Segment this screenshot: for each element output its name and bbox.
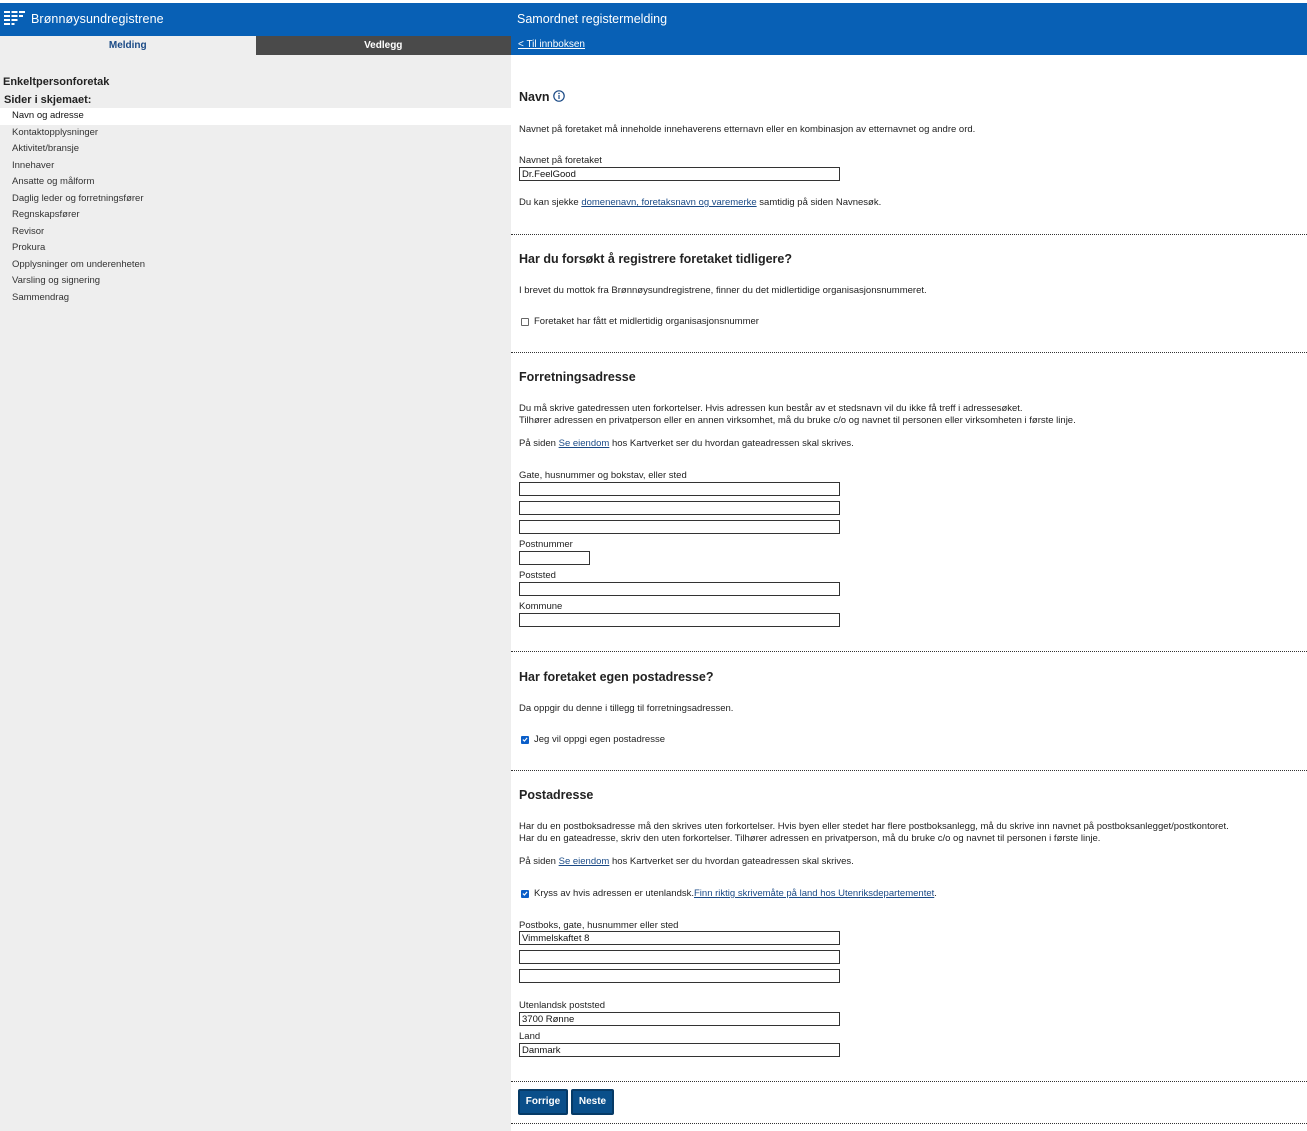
forretnings-see-post: hos Kartverket ser du hvordan gateadressen skal skrives. (609, 438, 854, 449)
sidebar-item-ansatte-og-malform[interactable]: Ansatte og målform (12, 176, 95, 187)
section-divider (511, 352, 1307, 353)
company-name-label: Navnet på foretaket (519, 155, 602, 166)
post-street-input-2[interactable] (519, 950, 840, 964)
sidebar-subtitle: Sider i skjemaet: (4, 94, 92, 106)
egen-postadresse-checkbox-row[interactable] (521, 734, 665, 745)
brand-logo[interactable] (4, 8, 164, 30)
foreign-poststed-input[interactable] (519, 1012, 840, 1026)
back-to-inbox-link[interactable]: < Til innboksen (518, 39, 585, 50)
foreign-poststed-label: Utenlandsk poststed (519, 1000, 606, 1011)
postadresse-see-text (519, 856, 854, 869)
name-check-pre: Du kan sjekke (519, 197, 582, 208)
forretningsadresse-desc-1: Du må skrive gatedressen uten forkortelser. Hvis adressen kun består av et stedsnavn vil du ikke få treff i adressesøket. (519, 403, 1023, 414)
sidebar-item-underenheten[interactable]: Opplysninger om underenheten (12, 258, 146, 270)
section-heading-postadresse: Postadresse (519, 788, 594, 802)
section-divider (511, 770, 1307, 771)
section-heading-egen-postadresse: Har foretaket egen postadresse? (519, 670, 714, 684)
post-see-post: hos Kartverket ser du hvordan gateadressen skal skrives. (609, 856, 854, 867)
kommune-input[interactable] (519, 613, 840, 627)
post-see-pre: På siden (519, 856, 559, 867)
se-eiendom-link-2[interactable]: Se eiendom (558, 856, 610, 867)
info-icon[interactable] (553, 90, 565, 102)
section-heading-navn (519, 90, 565, 104)
post-street-input-1[interactable] (519, 931, 840, 945)
poststed-input[interactable] (519, 582, 840, 596)
forretnings-see-pre: På siden (519, 438, 559, 449)
kommune-label: Kommune (519, 601, 563, 612)
sidebar-item-aktivitet-bransje[interactable]: Aktivitet/bransje (12, 143, 80, 154)
sidebar-item-revisor[interactable]: Revisor (12, 225, 45, 237)
navn-heading-text: Navn (519, 90, 550, 104)
top-bar (0, 3, 1307, 55)
sidebar (0, 55, 511, 1131)
section-divider (511, 1123, 1307, 1124)
egen-postadresse-checkbox[interactable] (521, 736, 529, 744)
street-input-2[interactable] (519, 501, 840, 515)
ud-country-names-link[interactable]: Finn riktig skrivemåte på land hos Utenriksdepartementet (694, 888, 935, 899)
brand-name: Brønnøysundregistrene (31, 12, 164, 26)
egen-postadresse-checkbox-label: Jeg vil oppgi egen postadresse (534, 734, 665, 745)
next-button[interactable]: Neste (571, 1089, 614, 1115)
tab-melding[interactable]: Melding (0, 36, 256, 55)
foreign-address-post: . (934, 888, 937, 899)
name-search-link[interactable]: domenenavn, foretaksnavn og varemerke (581, 197, 757, 208)
navn-description: Navnet på foretaket må inneholde innehaverens etternavn eller en kombinasjon av etternavnet og andre ord. (519, 124, 976, 135)
sidebar-item-daglig-leder[interactable]: Daglig leder og forretningsfører (12, 192, 144, 204)
poststed-label: Poststed (519, 570, 556, 581)
tab-bar (0, 36, 511, 55)
section-divider (511, 234, 1307, 235)
section-divider (511, 1081, 1307, 1082)
name-check-text (519, 197, 881, 210)
land-input[interactable] (519, 1043, 840, 1057)
street-input-1[interactable] (519, 482, 840, 496)
sidebar-item-regnskapsforer[interactable]: Regnskapsfører (12, 209, 80, 220)
sidebar-item-sammendrag[interactable]: Sammendrag (12, 291, 70, 303)
egen-postadresse-description: Da oppgir du denne i tillegg til forretningsadressen. (519, 703, 734, 714)
post-street-label: Postboks, gate, husnummer eller sted (519, 920, 679, 931)
sidebar-title: Enkeltpersonforetak (3, 76, 110, 88)
tidligere-description: I brevet du mottok fra Brønnøysundregistrene, finner du det midlertidige organisasjonsnummeret. (519, 285, 927, 296)
postadresse-desc-2: Har du en gateadresse, skriv den uten forkortelser. Tilhører adressen en privatperson, må du bruke c/o og navnet til personen i første linje. (519, 833, 1101, 844)
foreign-address-label: Kryss av hvis adressen er utenlandsk. (534, 888, 694, 899)
name-check-post: samtidig på siden Navnesøk. (756, 197, 882, 208)
left-header (0, 3, 511, 55)
sidebar-page-list (0, 108, 511, 306)
brreg-logo-icon (4, 10, 26, 28)
app-title: Samordnet registermelding (517, 12, 668, 26)
temp-orgnr-checkbox[interactable] (521, 318, 529, 326)
foreign-address-checkbox-row[interactable] (521, 888, 937, 899)
company-name-input[interactable] (519, 167, 840, 181)
postadresse-desc-1: Har du en postboksadresse må den skrives uten forkortelser. Hvis byen eller stedet har flere postboksanlegg, må du skrive inn navnet på postboksanlegget/postkontoret. (519, 821, 1229, 832)
postnummer-input[interactable] (519, 551, 590, 565)
forretningsadresse-desc-2: Tilhører adressen en privatperson eller en annen virksomhet, må du bruke c/o og navnet til personen eller virksomheten i første linje. (519, 415, 1076, 426)
street-input-3[interactable] (519, 520, 840, 534)
section-divider (511, 651, 1307, 652)
check-icon (522, 890, 528, 897)
sidebar-item-navn-og-adresse[interactable]: Navn og adresse (0, 108, 511, 125)
temp-orgnr-checkbox-row[interactable] (521, 316, 759, 327)
street-label: Gate, husnummer og bokstav, eller sted (519, 470, 687, 481)
temp-orgnr-checkbox-label: Foretaket har fått et midlertidig organisasjonsnummer (534, 316, 759, 327)
section-heading-forretningsadresse: Forretningsadresse (519, 370, 636, 384)
sidebar-item-innehaver[interactable]: Innehaver (12, 159, 55, 171)
sidebar-item-kontaktopplysninger[interactable]: Kontaktopplysninger (12, 126, 99, 138)
tab-vedlegg[interactable]: Vedlegg (256, 36, 512, 55)
check-icon (522, 736, 528, 743)
se-eiendom-link[interactable]: Se eiendom (558, 438, 610, 449)
foreign-address-checkbox[interactable] (521, 890, 529, 898)
sidebar-item-varsling-og-signering[interactable]: Varsling og signering (12, 275, 101, 286)
land-label: Land (519, 1031, 541, 1042)
forretningsadresse-see-text (519, 438, 854, 451)
postnummer-label: Postnummer (519, 539, 573, 550)
section-heading-tidligere: Har du forsøkt å registrere foretaket tidligere? (519, 252, 792, 266)
sidebar-item-prokura[interactable]: Prokura (12, 242, 46, 253)
post-street-input-3[interactable] (519, 969, 840, 983)
previous-button[interactable]: Forrige (518, 1089, 568, 1115)
main-form (511, 55, 1307, 1131)
